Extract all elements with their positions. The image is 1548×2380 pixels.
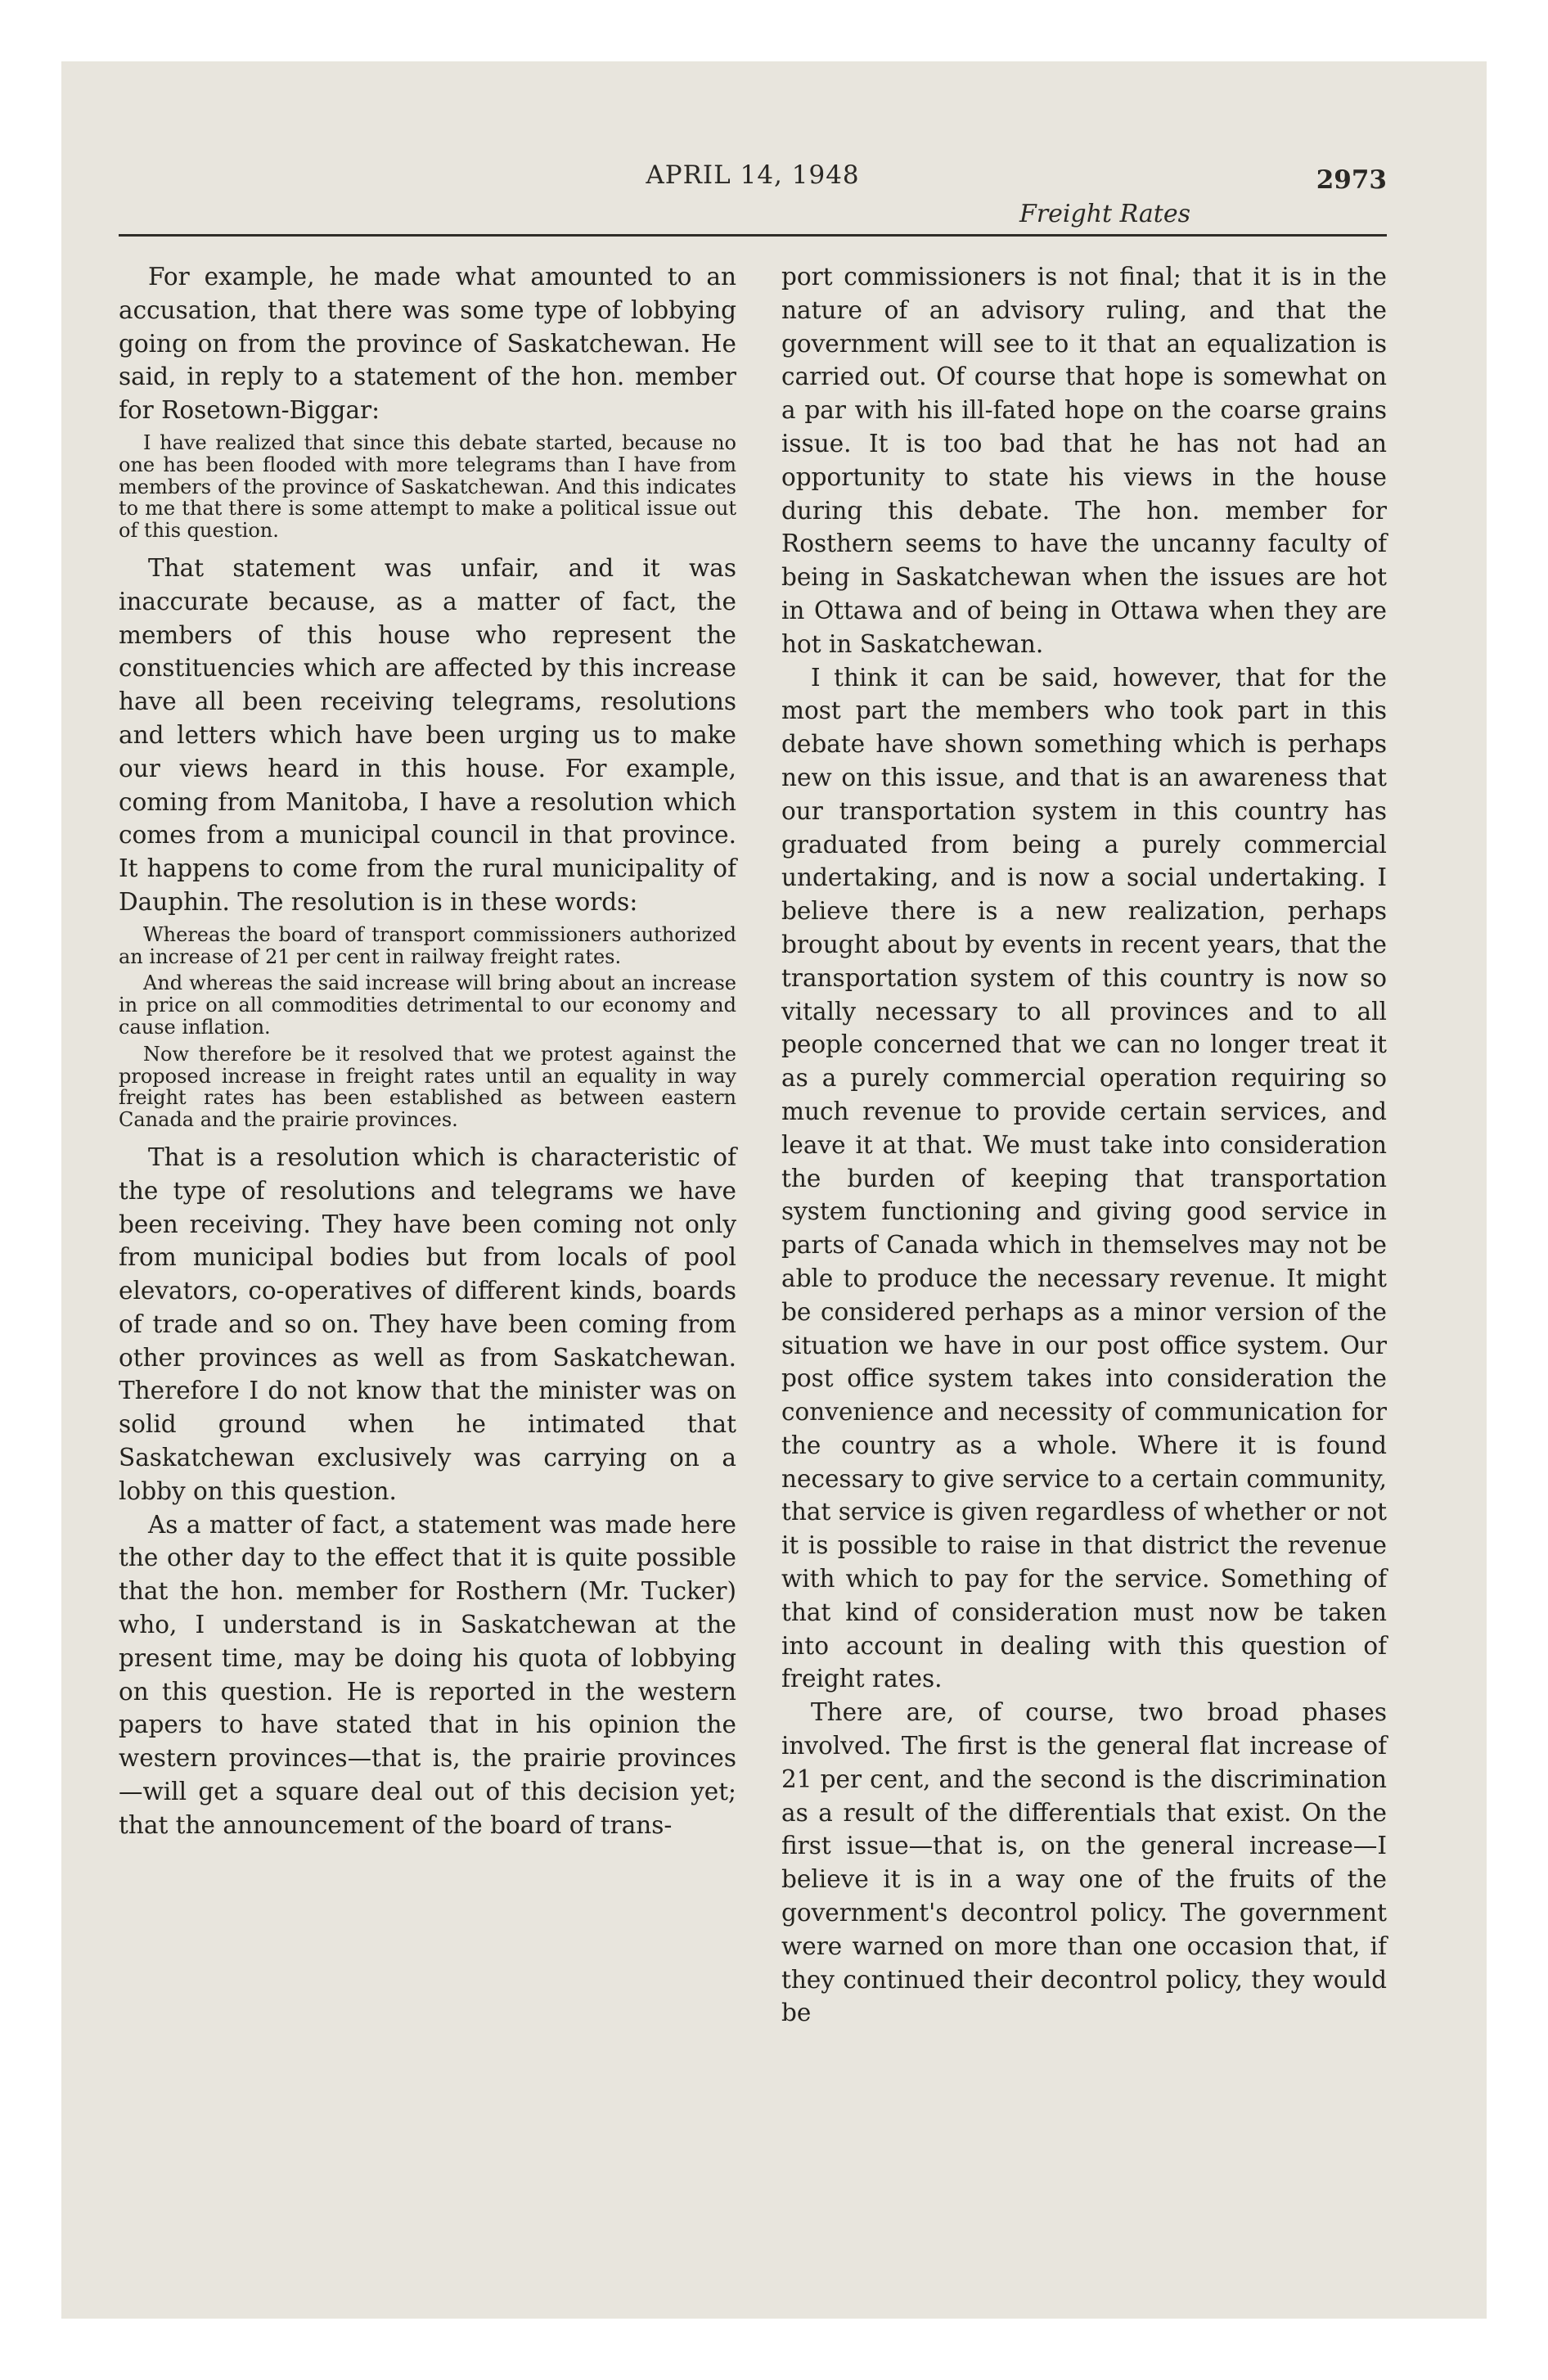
paragraph: There are, of course, two broad phases involved. The first is the general flat increase of 21 per cent, and the second is the discrimination as a result of the differentials that exist. On the first issue—that is, on the general increase—I believe it is in a way one of the fruits of the government's decontrol policy. The government were warned on more than one occasion that, if they continued their decontrol policy, they would be <box>781 1698 1387 2027</box>
header-page-number: 2973 <box>1316 165 1387 195</box>
paragraph: As a matter of fact, a statement was made here the other day to the effect that it is quite possible that the hon. member for Rosthern (Mr. Tucker) who, I understand is in Saskatchewan at the present time, may be doing his quota of lobbying on this question. He is reported in the western papers to have stated that in his opinion the western provinces—that is, the prairie provinces—will get a square deal out of this decision yet; that the announcement of the board of trans- <box>119 1510 736 1839</box>
page-header <box>119 160 1387 234</box>
header-rule <box>119 234 1387 237</box>
resolution-quote: Now therefore be it resolved that we protest against the proposed increase in freight rates until an equality in way freight rates has been established as between eastern Canada and the prairie provinces. <box>119 1042 736 1132</box>
paragraph: That is a resolution which is characteristic of the type of resolutions and telegrams we have been receiving. They have been coming not only from municipal bodies but from locals of pool elevators, co-operatives of different kinds, boards of trade and so on. They have been coming from other provinces as well as from Saskatchewan. Therefore I do not know that the minister was on solid ground when he intimated that Saskatchewan exclusively was carrying on a lobby on this question. <box>119 1143 736 1505</box>
paragraph: I think it can be said, however, that for the most part the members who took part in this debate have shown something which is perhaps new on this issue, and that is an awareness that our transportation system in this country has graduated from being a purely commercial undertaking, and is now a social undertaking. I believe there is a new realization, perhaps brought about by events in recent years, that the transportation system of this country is now so vitally necessary to all provinces and to all people concerned that we can no longer treat it as a purely commercial operation requiring so much revenue to provide certain services, and leave it at that. We must take into consideration the burden of keeping that transportation system functioning and giving good service in parts of Canada which in themselves may not be able to produce the necessary revenue. It might be considered perhaps as a minor version of the situation we have in our post office system. Our post office system takes into consideration the convenience and necessity of communication for the country as a whole. Where it is found necessary to give service to a certain community, that service is given regardless of whether or not it is possible to raise in that district the revenue with which to pay for the service. Something of that kind of consideration must now be taken into account in dealing with this question of freight rates. <box>781 663 1387 1693</box>
header-date: APRIL 14, 1948 <box>646 160 860 190</box>
header-section-title: Freight Rates <box>1019 200 1190 228</box>
paragraph: For example, he made what amounted to an accusation, that there was some type of lobbying going on from the province of Saskatchewan. He said, in reply to a statement of the hon. member for Rosetown-Biggar: <box>119 263 736 425</box>
block-quote: I have realized that since this debate started, because no one has been flooded with more telegrams than I have from members of the province of Saskatchewan. And this indicates to me that there is some attempt to make a political issue out of this question. <box>119 430 736 543</box>
resolution-quote: Whereas the board of transport commissioners authorized an increase of 21 per cent in railway freight rates. <box>119 922 736 968</box>
left-column <box>119 260 736 1842</box>
right-column <box>781 260 1387 2030</box>
paragraph-continued: port commissioners is not final; that it is in the nature of an advisory ruling, and that the government will see to it that an equalization is carried out. Of course that hope is somewhat on a par with his ill-fated hope on the coarse grains issue. It is too bad that he has not had an opportunity to state his views in the house during this debate. The hon. member for Rosthern seems to have the uncanny faculty of being in Saskatchewan when the issues are hot in Ottawa and of being in Ottawa when they are hot in Saskatchewan. <box>781 263 1387 658</box>
resolution-quote: And whereas the said increase will bring about an increase in price on all commodities detrimental to our economy and cause inflation. <box>119 971 736 1039</box>
paragraph: That statement was unfair, and it was inaccurate because, as a matter of fact, the members of this house who represent the constituencies which are affected by this increase have all been receiving telegrams, resolutions and letters which have been urging us to make our views heard in this house. For example, coming from Manitoba, I have a resolution which comes from a municipal council in that province. It happens to come from the rural municipality of Dauphin. The resolution is in these words: <box>119 553 736 916</box>
